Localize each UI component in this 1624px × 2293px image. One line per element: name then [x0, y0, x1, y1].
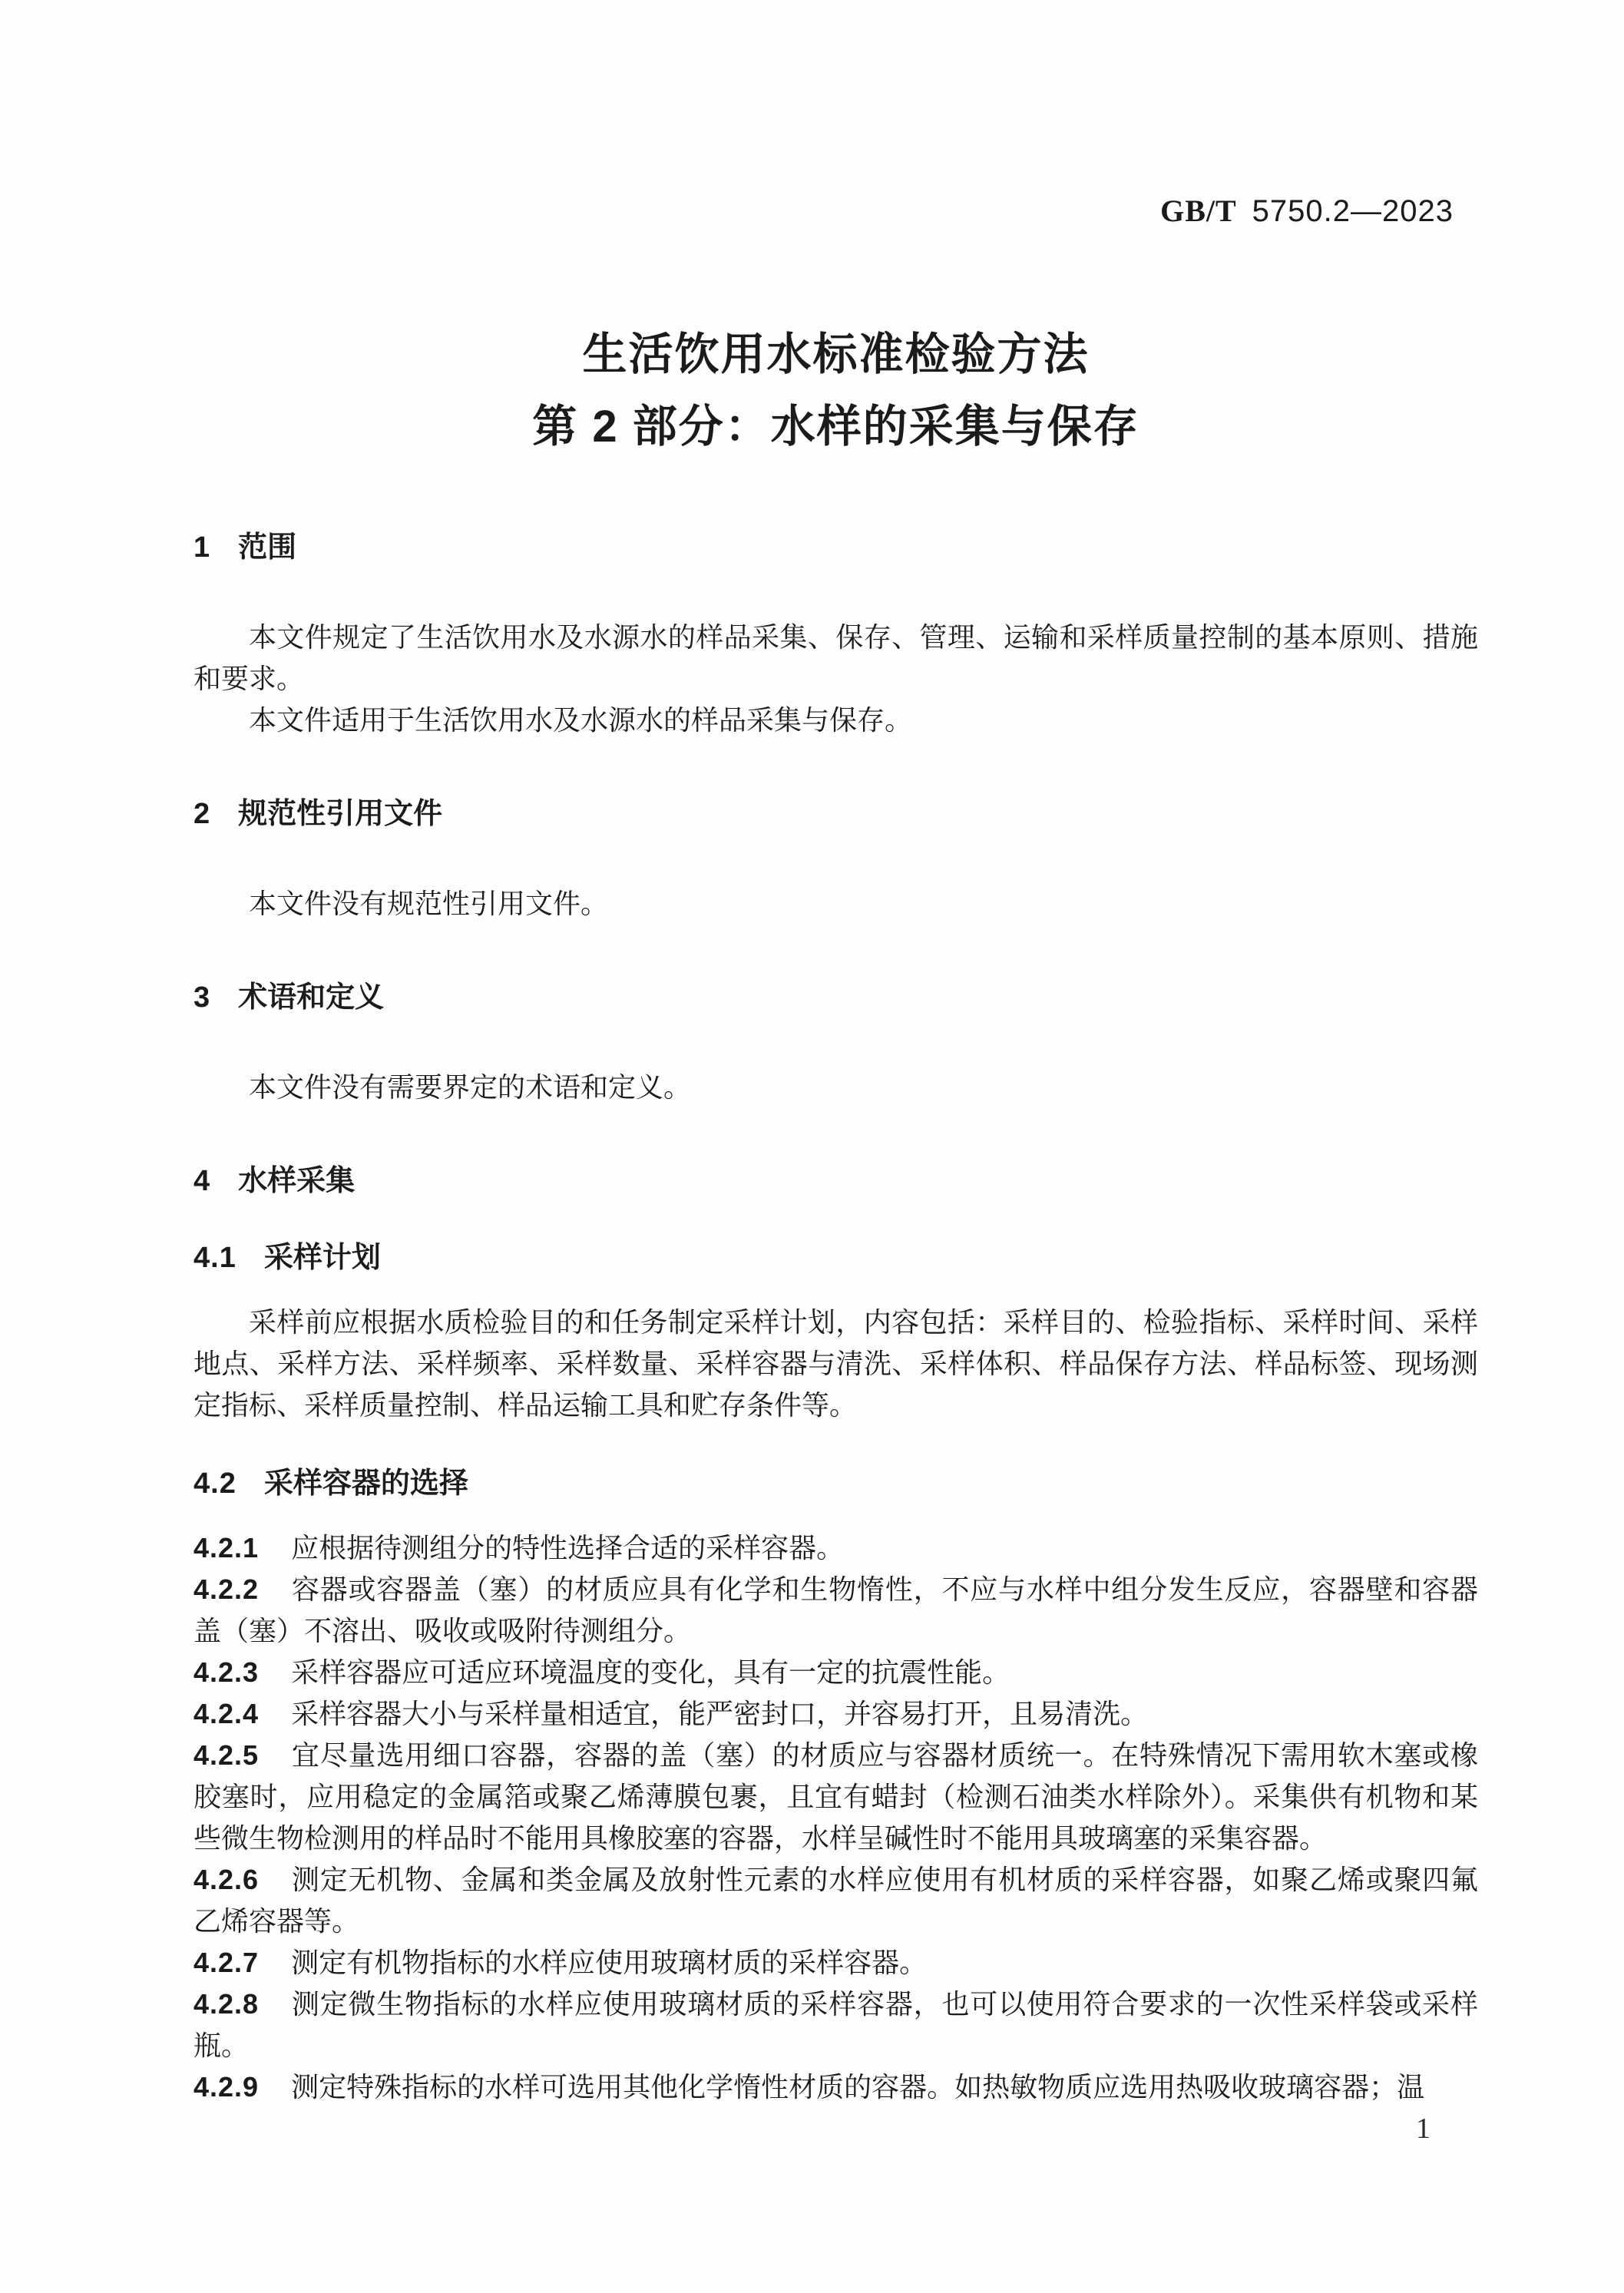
paragraph-normative-refs: 本文件没有规范性引用文件。	[249, 888, 609, 919]
clause-4-2-1-number: 4.2.1	[193, 1532, 260, 1563]
section-1-heading	[193, 528, 1478, 567]
clause-4-2-3-text: 采样容器应可适应环境温度的变化，具有一定的抗震性能。	[291, 1657, 1010, 1688]
paragraph-scope-1: 本文件规定了生活饮用水及水源水的样品采集、保存、管理、运输和采样质量控制的基本原则、措施和要求。	[193, 622, 1478, 694]
section-3-title: 术语和定义	[238, 981, 385, 1014]
section-1-title: 范围	[238, 531, 297, 564]
clause-4-2-5	[193, 1735, 1478, 1859]
section-2-number: 2	[193, 798, 211, 830]
section-2-title: 规范性引用文件	[238, 798, 443, 830]
subsection-4-1-title: 采样计划	[263, 1242, 381, 1274]
paragraph-scope-2: 本文件适用于生活饮用水及水源水的样品采集与保存。	[249, 705, 913, 736]
clause-4-2-8	[193, 1984, 1478, 2066]
clause-4-2-4-number: 4.2.4	[193, 1698, 260, 1729]
clause-4-2-4	[193, 1693, 1478, 1735]
clause-4-2-1-text: 应根据待测组分的特性选择合适的采样容器。	[291, 1533, 845, 1563]
clause-4-2-3	[193, 1652, 1478, 1693]
clause-4-2-6-number: 4.2.6	[193, 1864, 260, 1895]
clause-4-2-5-text: 宜尽量选用细口容器，容器的盖（塞）的材质应与容器材质统一。在特殊情况下需用软木塞或橡胶塞时，应用稳定的金属箔或聚乙烯薄膜包裹，且宜有蜡封（检测石油类水样除外）。采集供有机物和某些微生物检测用的样品时不能用具橡胶塞的容器，水样呈碱性时不能用具玻璃塞的采集容器。	[193, 1740, 1478, 1854]
section-1-number: 1	[193, 531, 211, 564]
standard-code-number: 5750.2—2023	[1252, 194, 1454, 228]
section-4-title: 水样采集	[238, 1165, 356, 1197]
clause-4-2-7-number: 4.2.7	[193, 1947, 260, 1978]
section-4-number: 4	[193, 1165, 211, 1197]
clause-4-2-8-text: 测定微生物指标的水样应使用玻璃材质的采样容器，也可以使用符合要求的一次性采样袋或采样瓶。	[193, 1989, 1478, 2061]
page-number: 1	[1416, 2113, 1431, 2145]
section-4-heading	[193, 1162, 1478, 1200]
clause-4-2-8-number: 4.2.8	[193, 1988, 260, 2020]
document-title-line1: 生活饮用水标准检验方法	[582, 329, 1090, 379]
subsection-4-2-title: 采样容器的选择	[263, 1467, 468, 1500]
clause-4-2-2	[193, 1569, 1478, 1652]
clause-4-2-9-number: 4.2.9	[193, 2071, 260, 2103]
clause-4-2-2-text: 容器或容器盖（塞）的材质应具有化学和生物惰性，不应与水样中组分发生反应，容器壁和容器盖（塞）不溶出、吸收或吸附待测组分。	[193, 1574, 1478, 1646]
section-2-heading	[193, 795, 1478, 833]
document-title-line2: 第 2 部分：水样的采集与保存	[532, 402, 1139, 452]
clause-4-2-2-number: 4.2.2	[193, 1573, 260, 1605]
subsection-4-1-heading	[193, 1239, 1478, 1277]
subsection-4-2-heading	[193, 1464, 1478, 1503]
paragraph-sampling-plan: 采样前应根据水质检验目的和任务制定采样计划，内容包括：采样目的、检验指标、采样时间、采样地点、采样方法、采样频率、采样数量、采样容器与清洗、采样体积、样品保存方法、样品标签、现场测定指标、采样质量控制、样品运输工具和贮存条件等。	[193, 1307, 1478, 1421]
subsection-4-2-number: 4.2	[193, 1467, 236, 1500]
document-body	[193, 330, 1478, 2108]
clause-4-2-9-text: 测定特殊指标的水样可选用其他化学惰性材质的容器。如热敏物质应选用热吸收玻璃容器；温	[291, 2072, 1425, 2103]
section-3-number: 3	[193, 981, 211, 1014]
paragraph-terms: 本文件没有需要界定的术语和定义。	[249, 1072, 692, 1103]
clause-4-2-7	[193, 1942, 1478, 1984]
clause-4-2-9	[193, 2066, 1478, 2108]
standard-code	[1160, 194, 1454, 229]
standard-code-prefix: GB/T	[1160, 194, 1237, 228]
clause-4-2-6	[193, 1859, 1478, 1942]
clause-4-2-6-text: 测定无机物、金属和类金属及放射性元素的水样应使用有机材质的采样容器，如聚乙烯或聚四氟乙烯容器等。	[193, 1865, 1478, 1937]
clause-4-2-5-number: 4.2.5	[193, 1739, 260, 1771]
clause-4-2-1	[193, 1527, 1478, 1569]
subsection-4-1-number: 4.1	[193, 1242, 236, 1274]
clause-4-2-4-text: 采样容器大小与采样量相适宜，能严密封口，并容易打开，且易清洗。	[291, 1699, 1149, 1729]
clause-4-2-7-text: 测定有机物指标的水样应使用玻璃材质的采样容器。	[291, 1947, 928, 1978]
section-3-heading	[193, 978, 1478, 1017]
clause-4-2-3-number: 4.2.3	[193, 1656, 260, 1688]
